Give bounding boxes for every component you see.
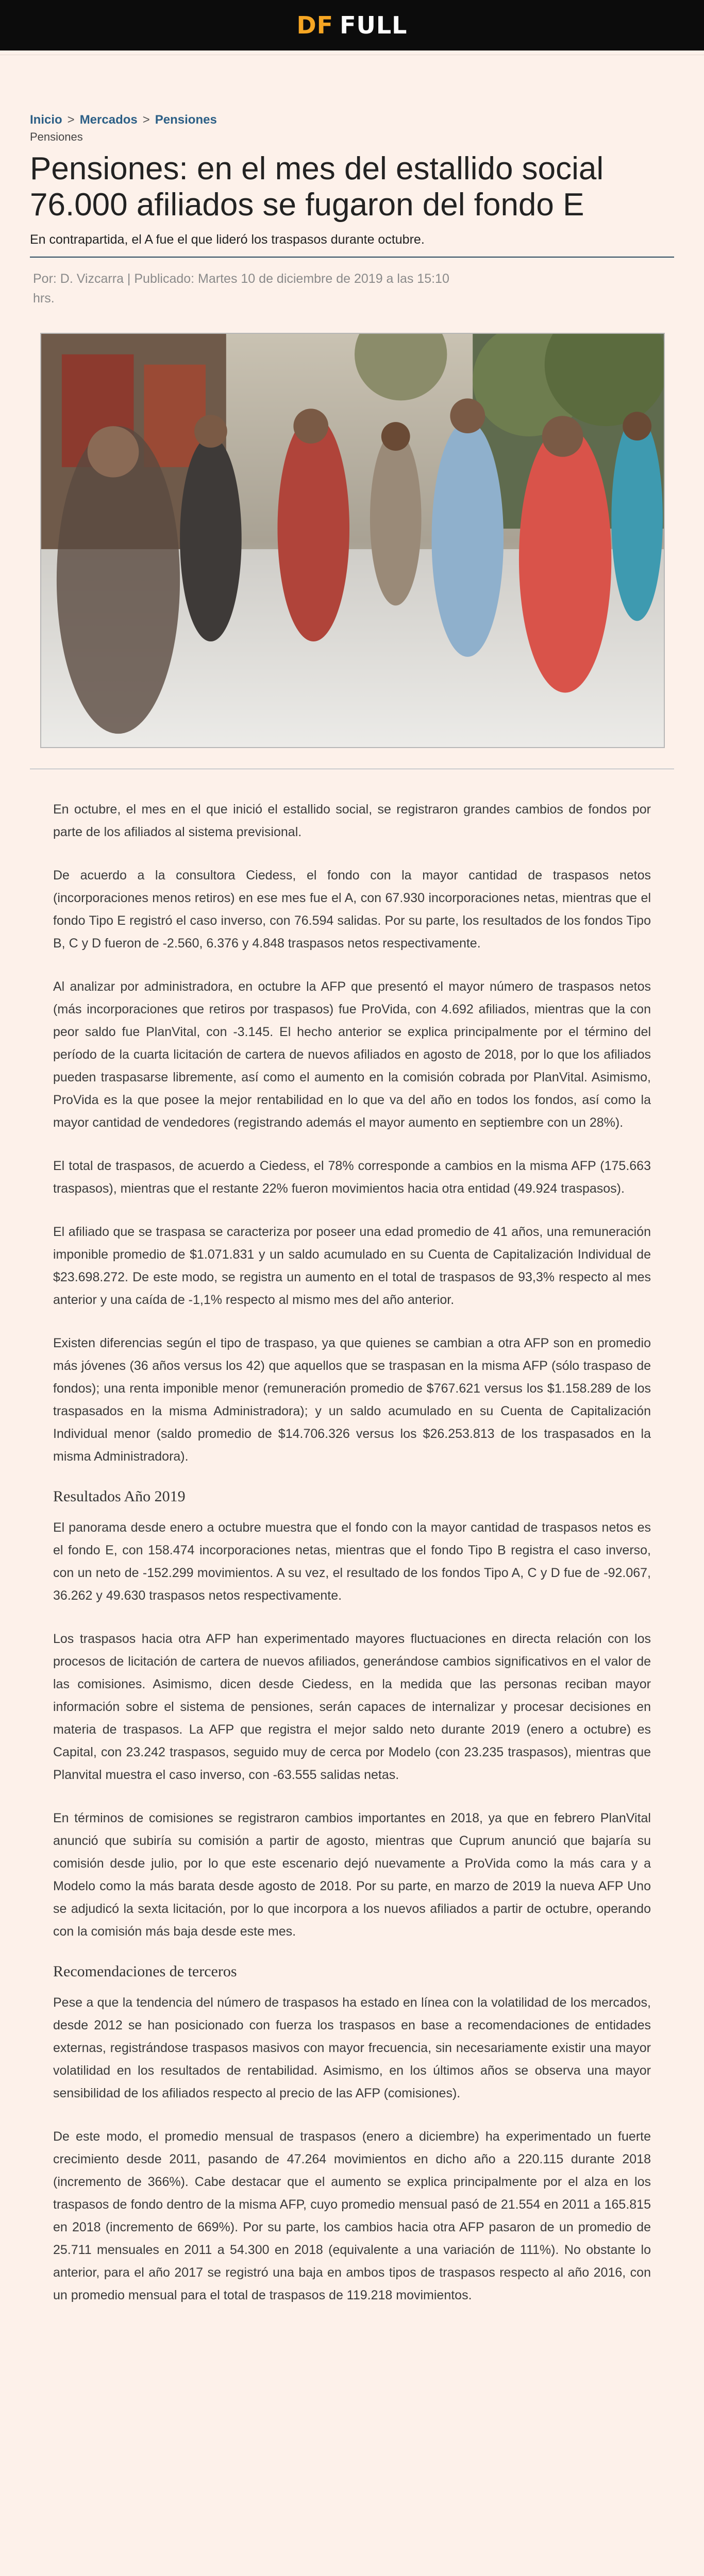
article-page (30, 55, 674, 2307)
breadcrumb-mercados[interactable]: Mercados (79, 113, 138, 127)
subheading-recomendaciones: Recomendaciones de terceros (53, 1963, 237, 1980)
article-dek: En contrapartida, el A fue el que lideró los traspasos durante octubre. (30, 232, 425, 247)
article-byline: Por: D. Vizcarra | Publicado: Martes 10 de diciembre de 2019 a las 15:10 hrs. (33, 272, 449, 306)
logo-full: FULL (340, 11, 408, 39)
breadcrumb (30, 113, 674, 127)
paragraph-5: El afiliado que se traspasa se caracteriza por poseer una edad promedio de 41 años, una remuneración imponible promedio de $1.071.831 y un saldo acumulado en su Cuenta de Capitalización Individual de $23.698.272. De este modo, se registra un aumento en el total de traspasos de 93,3% respecto al mes anterior y una caída de -1,1% respecto al mismo mes del año anterior. (53, 1225, 651, 1307)
paragraph-4: El total de traspasos, de acuerdo a Ciedess, el 78% corresponde a cambios en la misma AFP (175.663 traspasos), mientras que el restante 22% fueron movimientos hacia otra entidad (49.924 traspasos). (53, 1159, 651, 1196)
breadcrumb-inicio[interactable]: Inicio (30, 113, 62, 127)
paragraph-11: De este modo, el promedio mensual de traspasos (enero a diciembre) ha experimentado un fuerte crecimiento desde 2011, pasando de 47.264 movimientos en dicho año a 220.115 durante 2018 (incremento de 366%). Cabe destacar que el aumento se explica principalmente por el alza en los traspasos de fondo dentro de la misma AFP, cuyo promedio mensual pasó de 21.554 en 2011 a 165.815 en 2018 (incremento de 669%). Por su parte, los cambios hacia otra AFP pasaron de un promedio de 25.711 mensuales en 2011 a 54.300 en 2018 (equivalente a una variación de 111%). No obstante lo anterior, para el año 2017 se registró una baja en ambos tipos de traspasos respecto al año 2016, con un promedio mensual para el total de traspasos de 119.218 movimientos. (53, 2129, 651, 2302)
paragraph-1: En octubre, el mes en el que inició el estallido social, se registraron grandes cambios de fondos por parte de los afiliados al sistema previsional. (53, 802, 651, 839)
logo-df: DF (296, 11, 334, 39)
subheading-resultados: Resultados Año 2019 (53, 1488, 186, 1505)
header-subbar (0, 50, 704, 55)
section-label: Pensiones (30, 130, 83, 143)
paragraph-6: Existen diferencias según el tipo de traspaso, ya que quienes se cambian a otra AFP son en promedio más jóvenes (36 años versus los 42) que aquellos que se traspasan en la misma AFP (sólo traspaso de fondos); una renta imponible menor (remuneración promedio de $767.621 versus los $1.158.289 de los traspasados en la misma Administradora); y un saldo acumulado en su Cuenta de Capitalización Individual menor (saldo promedio de $14.706.326 versus los $26.253.813 de los traspasados en la misma Administradora). (53, 1336, 651, 1464)
paragraph-8: Los traspasos hacia otra AFP han experimentado mayores fluctuaciones en directa relación con los procesos de licitación de cartera de nuevos afiliados, generándose cambios significativos en el valor de las comisiones. Asimismo, dicen desde Ciedess, en la medida que las personas reciban mayor información sobre el sistema de pensiones, serán capaces de internalizar y procesar decisiones en materia de traspasos. La AFP que registra el mejor saldo neto durante 2019 (enero a octubre) es Capital, con 23.242 traspasos, seguido muy de cerca por Modelo (con 23.235 traspasos), mientras que Planvital muestra el caso inverso, con -63.555 salidas netas. (53, 1632, 651, 1782)
breadcrumb-separator: > (142, 113, 150, 127)
paragraph-7: El panorama desde enero a octubre muestra que el fondo con la mayor cantidad de traspasos netos es el fondo E, con 158.474 incorporaciones netas, mientras que el fondo Tipo B registra el caso inverso, con un neto de -152.299 movimientos. A su vez, el resultado de los fondos Tipo A, C y D fue de -92.067, 36.262 y 49.630 traspasos netos respectivamente. (53, 1520, 651, 1603)
site-header (0, 0, 704, 50)
article-title: Pensiones: en el mes del estallido social 76.000 afiliados se fugaron del fondo E (30, 151, 604, 223)
paragraph-3: Al analizar por administradora, en octubre la AFP que presentó el mayor número de traspasos netos (más incorporaciones que retiros por traspasos) fue ProVida, con 4.692 afiliados, mientras que la con peor saldo fue PlanVital, con -3.145. El hecho anterior se explica principalmente por el término del período de la cuarta licitación de cartera de nuevos afiliados en agosto de 2018, por lo que los afiliados pueden traspasarse libremente, así como el aumento en la comisión cobrada por PlanVital. Asimismo, ProVida es la que posee la mejor rentabilidad en lo que va del año en todos los fondos, así como la mayor cantidad de vendedores (registrando además el mayor aumento en septiembre con un 28%). (53, 979, 651, 1130)
breadcrumb-separator: > (67, 113, 75, 127)
paragraph-9: En términos de comisiones se registraron cambios importantes en 2018, ya que en febrero PlanVital anunció que subiría su comisión a partir de agosto, mientras que Cuprum anunció que bajaría su comisión desde julio, por lo que este escenario dejó nuevamente a ProVida como la más cara y a Modelo como la más barata desde agosto de 2018. Por su parte, en marzo de 2019 la nueva AFP Uno se adjudicó la sexta licitación, por lo que incorpora a los nuevos afiliados a partir de octubre, operando con la comisión más baja desde este mes. (53, 1811, 651, 1939)
article-body (53, 798, 651, 2307)
article-photo (40, 333, 665, 748)
title-divider (30, 257, 674, 258)
paragraph-2: De acuerdo a la consultora Ciedess, el fondo con la mayor cantidad de traspasos netos (incorporaciones menos retiros) en ese mes fue el A, con 67.930 incorporaciones netas, mientras que el fondo Tipo E registró el caso inverso, con 76.594 salidas. Por su parte, los resultados de los fondos Tipo B, C y D fueron de -2.560, 6.376 y 4.848 traspasos netos respectivamente. (53, 868, 651, 951)
breadcrumb-pensiones[interactable]: Pensiones (155, 113, 217, 127)
df-full-logo[interactable] (296, 11, 407, 39)
paragraph-10: Pese a que la tendencia del número de traspasos ha estado en línea con la volatilidad de los mercados, desde 2012 se han posicionado con fuerza los traspasos en base a recomendaciones de entidades externas, registrándose traspasos masivos con mayor frecuencia, sin necesariamente existir una mayor volatilidad en los resultados de rentabilidad. Asimismo, en los últimos años se observa una mayor sensibilidad de los afiliados respecto al precio de las AFP (comisiones). (53, 1995, 651, 2100)
